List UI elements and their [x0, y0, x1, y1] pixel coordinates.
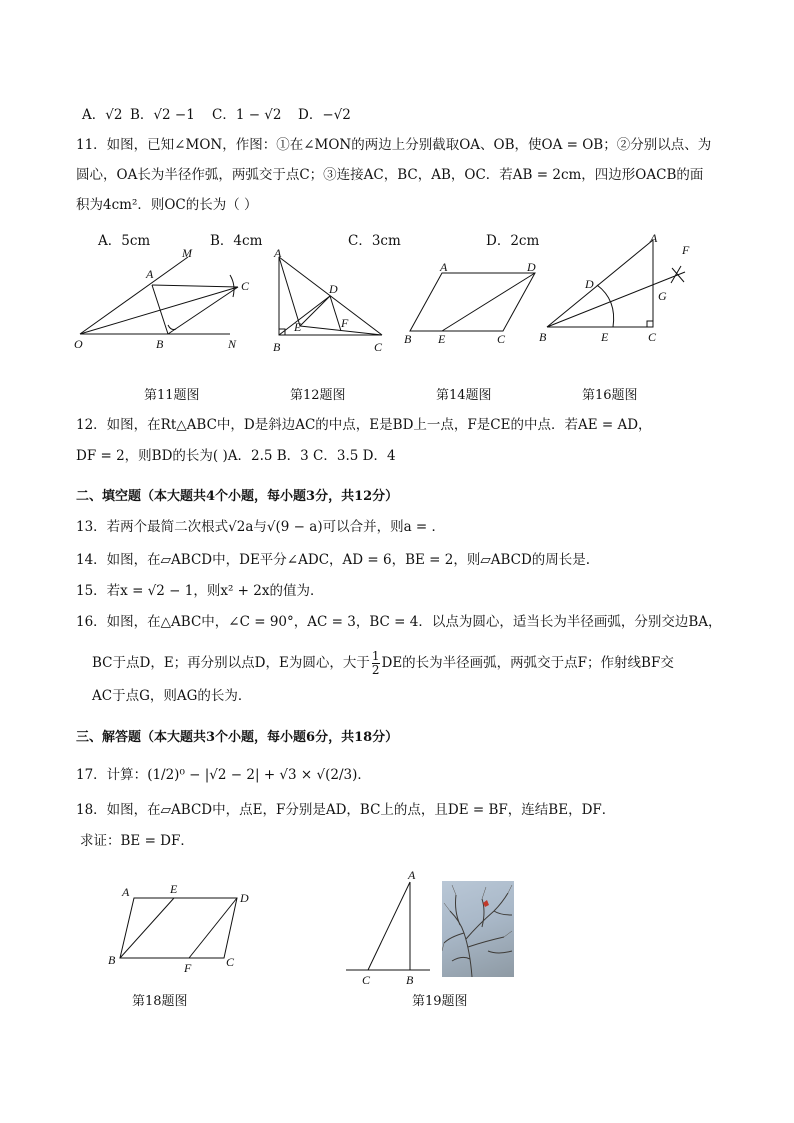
svg-text:B: B — [108, 953, 116, 967]
svg-text:C: C — [648, 330, 657, 344]
q16-line-2: BC于点D，E；再分别以点D，E为圆心，大于 $\frac{1}{2}$ DE的长为半径画弧，两弧交于点F；作射线BF交 — [92, 649, 674, 677]
kite-tree-photo — [442, 881, 514, 977]
caption-fig12: 第12题图 — [290, 388, 346, 403]
svg-text:A: A — [650, 231, 658, 245]
svg-text:F: F — [341, 316, 349, 330]
svg-text:D: D — [329, 282, 338, 296]
figure-18 — [104, 880, 254, 976]
svg-text:B: B — [156, 337, 164, 351]
q10-option-d: D．−√2 — [298, 107, 351, 123]
caption-fig11: 第11题图 — [144, 388, 200, 403]
q13: 13．若两个最简二次根式√2a与√(9 − a)可以合并，则a = ． — [76, 519, 446, 535]
svg-text:C: C — [226, 955, 235, 969]
svg-text:A: A — [408, 868, 416, 882]
svg-text:C: C — [241, 279, 250, 293]
figure-16 — [535, 228, 705, 346]
q10-option-c: C．1 − √2 — [212, 107, 282, 123]
section-2-heading: 二、填空题（本大题共4个小题，每小题3分，共12分） — [76, 489, 399, 504]
svg-text:F: F — [184, 961, 192, 975]
svg-text:E: E — [170, 882, 178, 896]
svg-text:C: C — [497, 332, 506, 346]
q12-line-2: DF = 2，则BD的长为( )A．2.5 B．3 C．3.5 D．4 — [76, 448, 396, 464]
svg-text:D: D — [585, 277, 594, 291]
q11-option-b: B．4cm — [210, 233, 263, 249]
svg-text:B: B — [539, 330, 547, 344]
svg-text:D: D — [527, 260, 536, 274]
q11-line-3: 积为4cm²．则OC的长为（ ） — [76, 197, 258, 213]
q16-line-3: AC于点G，则AG的长为． — [92, 688, 252, 704]
q18-line-2: 求证：BE = DF． — [80, 833, 194, 849]
q17: 17．计算：(1/2)⁰ − |√2 − 2| + √3 × √(2/3)． — [76, 767, 371, 783]
q11-option-a: A．5cm — [98, 233, 151, 249]
q10-option-b: B．√2 −1 — [130, 107, 195, 123]
svg-text:G: G — [658, 289, 667, 303]
svg-text:B: B — [273, 340, 281, 354]
q18-line-1: 18．如图，在▱ABCD中，点E，F分别是AD，BC上的点，且DE = BF，连结BE，DF． — [76, 802, 616, 818]
svg-text:C: C — [374, 340, 383, 354]
svg-text:A: A — [274, 246, 282, 260]
q11-option-c: C．3cm — [348, 233, 401, 249]
q11-option-d: D．2cm — [486, 233, 540, 249]
label: M — [182, 246, 192, 260]
q14: 14．如图，在▱ABCD中，DE平分∠ADC，AD = 6，BE = 2，则▱ABCD的周长是. — [76, 552, 591, 568]
q11-line-1: 11．如图，已知∠MON，作图：①在∠MON的两边上分别截取OA、OB，使OA = OB；②分别以点、为 — [76, 137, 712, 153]
svg-text:E: E — [438, 332, 446, 346]
svg-text:A: A — [440, 260, 448, 274]
svg-text:D: D — [240, 891, 249, 905]
svg-text:A: A — [122, 885, 130, 899]
section-3-heading: 三、解答题（本大题共3个小题，每小题6分，共18分） — [76, 730, 399, 745]
q12-line-1: 12．如图，在Rt△ABC中，D是斜边AC的中点，E是BD上一点，F是CE的中点．若AE = AD， — [76, 417, 652, 433]
svg-text:E: E — [601, 330, 609, 344]
svg-text:B: B — [406, 973, 414, 986]
svg-text:O: O — [74, 337, 83, 351]
tree-branches-icon — [442, 881, 514, 977]
svg-text:C: C — [362, 973, 371, 986]
caption-fig14: 第14题图 — [436, 388, 492, 403]
figure-19 — [342, 866, 438, 986]
svg-text:N: N — [228, 337, 237, 351]
figure-12 — [268, 245, 393, 357]
svg-text:A: A — [146, 267, 154, 281]
q15: 15．若x = √2 − 1，则x² + 2x的值为． — [76, 583, 324, 599]
svg-text:B: B — [404, 332, 412, 346]
figure-11 — [70, 245, 250, 355]
q11-line-2: 圆心，OA长为半径作弧，两弧交于点C；③连接AC，BC，AB，OC．若AB = 2cm，四边形OACB的面 — [76, 167, 704, 183]
q10-option-a: A．√2 — [82, 107, 123, 123]
caption-fig16: 第16题图 — [582, 388, 638, 403]
figure-14 — [400, 255, 550, 347]
caption-fig19: 第19题图 — [412, 994, 468, 1009]
svg-text:F: F — [682, 243, 690, 257]
q16-line-1: 16．如图，在△ABC中，∠C = 90°，AC = 3，BC = 4．以点为圆心，适当长为半径画弧，分别交边BA， — [76, 614, 722, 630]
svg-text:E: E — [294, 320, 302, 334]
caption-fig18: 第18题图 — [132, 994, 188, 1009]
